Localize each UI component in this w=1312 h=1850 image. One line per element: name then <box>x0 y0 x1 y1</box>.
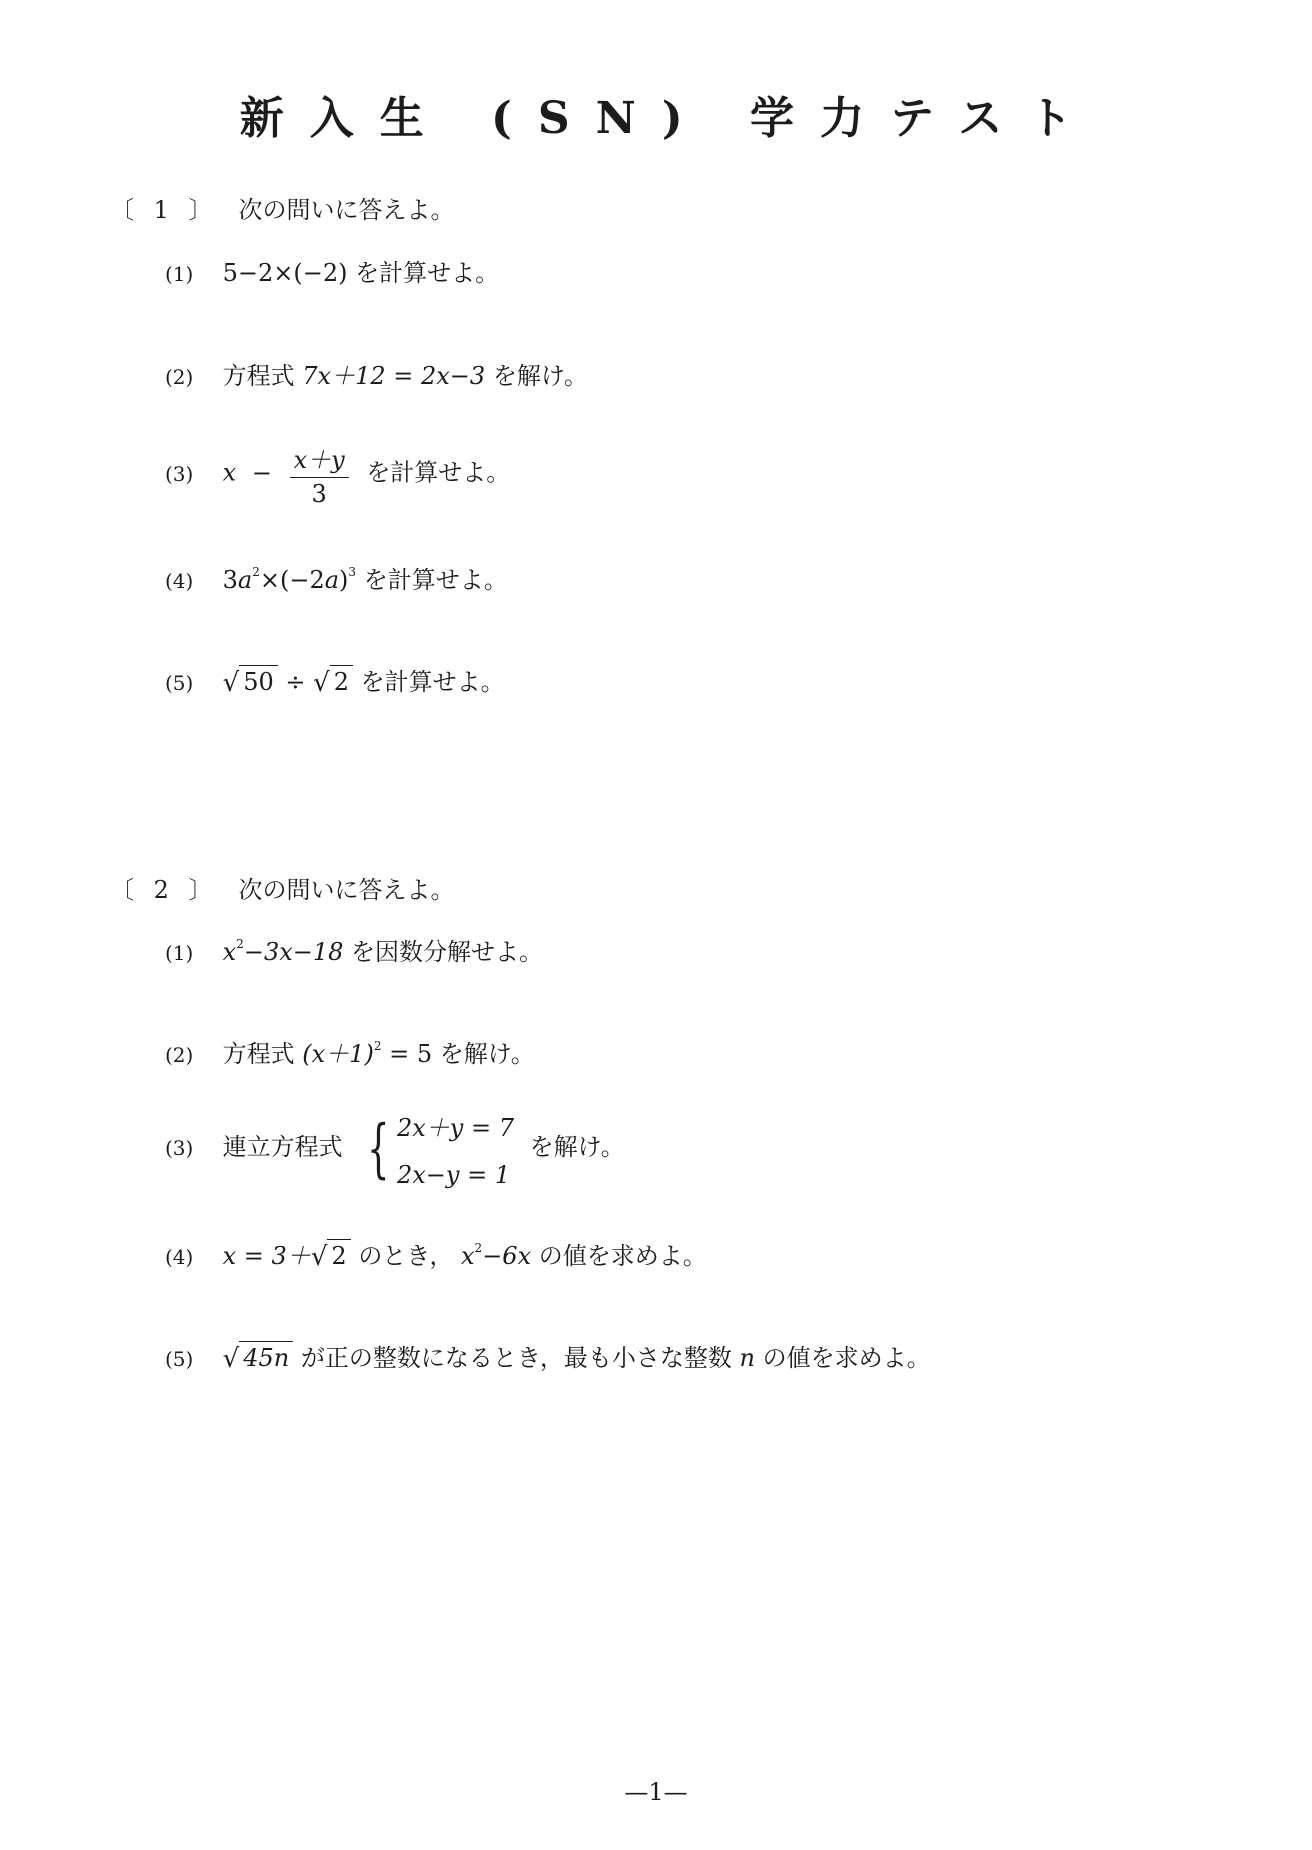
question-instruction: を計算せよ。 <box>355 259 500 287</box>
expression-coefficient: 3 <box>222 566 238 594</box>
radicand: 45n <box>239 1341 293 1372</box>
section-1-heading <box>110 190 455 225</box>
expression-base: a <box>324 566 340 594</box>
question-instruction: を解け。 <box>492 362 588 390</box>
radical-sign-icon: √ <box>310 1242 328 1272</box>
page-number: —1— <box>624 1778 688 1806</box>
question-label: (4) <box>165 1245 194 1269</box>
question-label: (5) <box>165 1347 194 1371</box>
equation: 2x＋y = 7 <box>397 1114 514 1142</box>
section-2-question-4 <box>165 1236 707 1271</box>
expression-operator: − <box>251 458 272 487</box>
expression-variable: n <box>739 1344 756 1372</box>
fraction <box>290 440 349 508</box>
section-1-question-5 <box>165 662 505 697</box>
expression-exponent: 3 <box>348 565 357 579</box>
question-label: (3) <box>165 1136 194 1160</box>
question-instruction: を計算せよ。 <box>363 566 508 594</box>
section-1-question-3 <box>165 440 510 508</box>
radicand: 2 <box>330 665 353 696</box>
question-expression: 7x＋12 = 2x−3 <box>302 362 486 390</box>
question-prefix: 連立方程式 <box>222 1133 343 1161</box>
radical-sign-icon: √ <box>222 1344 240 1374</box>
expression-rest: −6x <box>482 1242 532 1270</box>
radical-sign-icon: √ <box>313 668 330 698</box>
question-instruction: を計算せよ。 <box>360 668 505 696</box>
question-instruction: を解け。 <box>529 1133 625 1161</box>
radicand: 50 <box>239 665 278 696</box>
question-label: (2) <box>165 1043 194 1067</box>
square-root <box>223 665 278 697</box>
section-2-heading-text: 次の問いに答えよ。 <box>238 876 455 904</box>
expression-operator: ÷ <box>285 668 306 696</box>
fraction-numerator: x＋y <box>290 440 349 478</box>
question-label: (5) <box>165 671 194 695</box>
radical-sign-icon: √ <box>222 668 240 698</box>
question-instruction: の値を求めよ。 <box>538 1242 707 1270</box>
section-1-question-2 <box>165 356 588 391</box>
equation-system <box>358 1108 514 1189</box>
square-root <box>313 665 353 697</box>
question-instruction-tail: の値を求めよ。 <box>762 1344 931 1372</box>
expression-exponent: 2 <box>252 565 260 579</box>
section-1-question-1 <box>165 253 499 288</box>
section-2-number: 〔 2 〕 <box>110 876 219 904</box>
question-instruction: を計算せよ。 <box>366 458 511 487</box>
expression-rest: −3x−18 <box>243 938 344 966</box>
section-1-heading-text: 次の問いに答えよ。 <box>238 196 455 224</box>
expression-close: ) <box>339 566 349 594</box>
expression-term: x <box>222 458 237 487</box>
expression-middle: ×(−2 <box>259 566 325 594</box>
equation-list <box>397 1108 514 1189</box>
equation: 2x−y = 1 <box>397 1161 511 1189</box>
expression: (x＋1) <box>302 1040 374 1068</box>
question-prefix: 方程式 <box>222 1040 295 1068</box>
expression-exponent: 2 <box>474 1241 483 1255</box>
fraction-denominator: 3 <box>311 480 327 508</box>
question-instruction: を解け。 <box>439 1040 535 1068</box>
left-brace-icon: { <box>367 1111 390 1186</box>
question-label: (2) <box>165 365 194 389</box>
question-expression: 5−2×(−2) <box>222 259 348 287</box>
section-1-question-4 <box>165 560 508 595</box>
question-label: (4) <box>165 569 194 593</box>
expression-lhs: x = 3＋ <box>222 1242 311 1270</box>
expression-base: a <box>237 566 253 594</box>
section-2-question-3 <box>165 1108 625 1189</box>
expression-middle: のとき， <box>358 1242 454 1270</box>
question-label: (1) <box>165 262 194 286</box>
question-prefix: 方程式 <box>222 362 295 390</box>
section-1-number: 〔 1 〕 <box>110 196 219 224</box>
question-instruction: が正の整数になるとき，最も小さな整数 <box>300 1344 732 1372</box>
expression-variable: x <box>461 1242 475 1270</box>
expression-variable: x <box>222 938 237 966</box>
section-2-question-5 <box>165 1338 931 1373</box>
expression-exponent: 2 <box>373 1039 382 1053</box>
page-title: 新入生 (SN) 学力テスト <box>239 93 1099 144</box>
radicand: 2 <box>327 1239 350 1270</box>
question-label: (3) <box>165 461 194 486</box>
square-root <box>311 1239 351 1271</box>
section-2-question-1 <box>165 932 543 967</box>
section-2-heading <box>110 870 455 905</box>
expression-rest: = 5 <box>389 1040 433 1068</box>
section-2-question-2 <box>165 1034 535 1069</box>
question-instruction: を因数分解せよ。 <box>351 938 544 966</box>
square-root <box>223 1341 294 1373</box>
question-label: (1) <box>165 941 194 965</box>
expression-exponent: 2 <box>236 937 244 951</box>
